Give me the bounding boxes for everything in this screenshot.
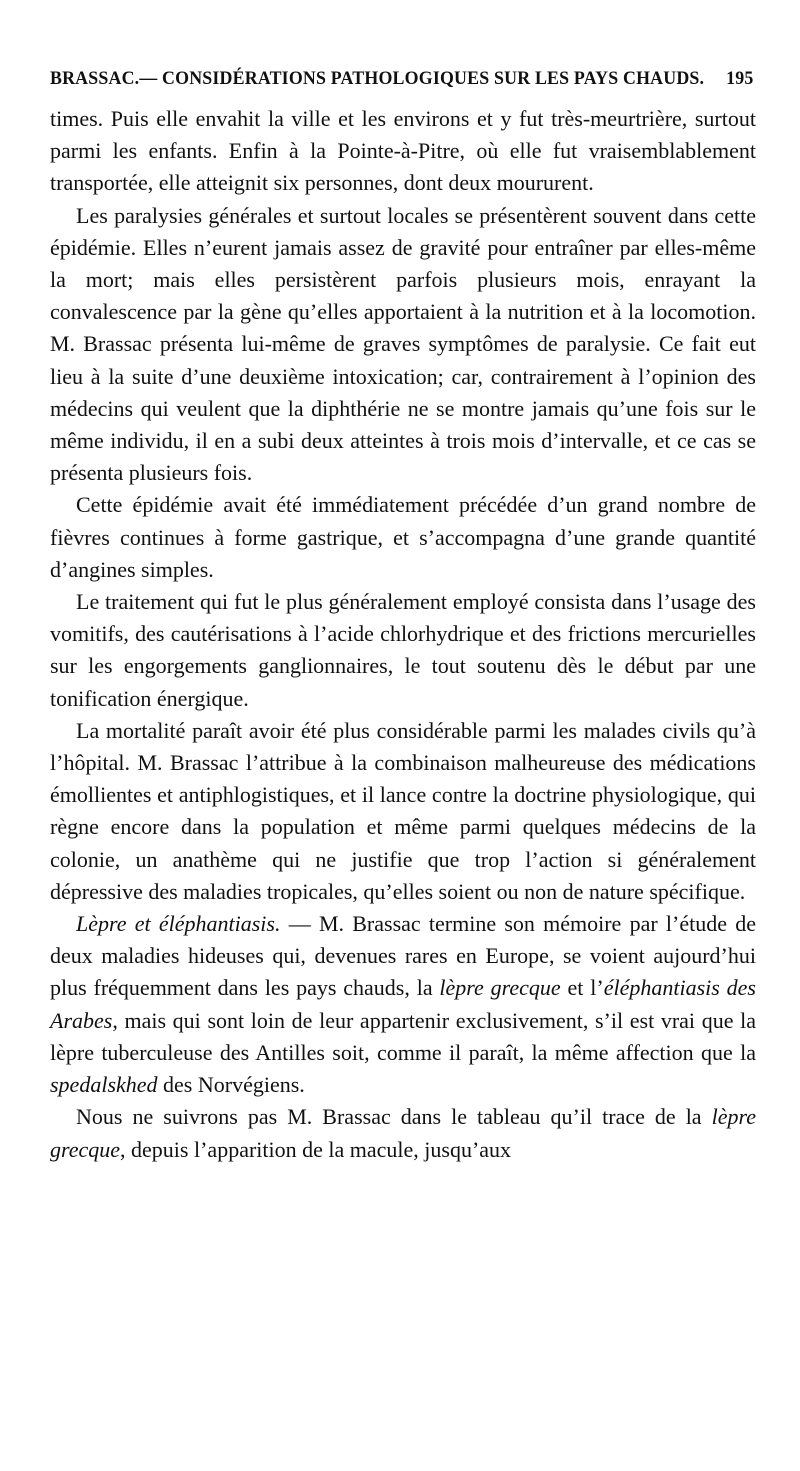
paragraph-epidemie bbox=[50, 489, 756, 586]
paragraph-traitement bbox=[50, 586, 756, 715]
paragraph-text: Le traitement qui fut le plus généralement employé consista dans l’usage des vomitifs, des cautérisations à l’acide chlorhydrique et des frictions mercurielles sur les engorgements ganglionnaires, le tout soutenu dès le début par une tonification énergique. bbox=[50, 589, 756, 711]
paragraph-text: Les paralysies générales et surtout locales se présentèrent souvent dans cette épidémie. Elles n’eurent jamais assez de gravité pour entraîner par elles-même la mort; mais elles persistèrent parfois plusieurs mois, enrayant la convalescence par la gène qu’elles apportaient à la nutrition et à la locomotion. M. Brassac présenta lui-même de graves symptômes de paralysie. Ce fait eut lieu à la suite d’une deuxième intoxication; car, contrairement à l’opinion des médecins qui veulent que la diphthérie ne se montre jamais qu’une fois sur le même individu, il en a subi deux atteintes à trois mois d’intervalle, et ce cas se présenta plusieurs fois. bbox=[50, 202, 756, 486]
paragraph-text: La mortalité paraît avoir été plus considérable parmi les malades civils qu’à l’hôpital. M. Brassac l’attribue à la combinaison malheureuse des médications émollientes et antiphlogistiques, et il lance contre la doctrine physiologique, qui règne encore dans la population et même parmi quelques médecins de la colonie, un anathème qui ne justifie que trop l’action si généralement dépressive des maladies tropicales, qu’elles soient ou non de nature spécifique. bbox=[50, 717, 756, 904]
italic-term: spedalskhed bbox=[50, 1072, 158, 1098]
paragraph-text: et l’ bbox=[560, 975, 604, 1001]
body-text bbox=[50, 103, 756, 1166]
italic-term: lèpre grecque bbox=[439, 975, 561, 1001]
page bbox=[50, 68, 756, 1166]
paragraph-text: , mais qui sont loin de leur appartenir exclusivement, s’il est vrai que la lèpre tuberculeuse des Antilles soit, comme il paraît, la même affection que la bbox=[50, 1007, 756, 1065]
paragraph-paralysies bbox=[50, 200, 756, 490]
paragraph-text: , depuis l’apparition de la macule, jusqu’aux bbox=[120, 1136, 512, 1162]
section-lead-italic: Lèpre et éléphantiasis. bbox=[76, 911, 281, 937]
paragraph-nous-ne-suivrons bbox=[50, 1101, 756, 1165]
paragraph-text: des Norvégiens. bbox=[157, 1072, 305, 1098]
paragraph-text: — M. Brassac termine son mémoire par l’étude de deux maladies hideuses qui, devenues rares en Europe, se voient aujourd’hui plus fréquemment dans les pays chauds, la bbox=[50, 911, 756, 1001]
running-title: BRASSAC.— CONSIDÉRATIONS PATHOLOGIQUES SUR LES PAYS CHAUDS. bbox=[50, 68, 705, 89]
paragraph-text: Nous ne suivrons pas M. Brassac dans le tableau qu’il trace de la bbox=[76, 1104, 712, 1130]
paragraph-text: Cette épidémie avait été immédiatement précédée d’un grand nombre de fièvres continues à forme gastrique, et s’accompagna d’une grande quantité d’angines simples. bbox=[50, 492, 756, 582]
running-header bbox=[50, 68, 753, 90]
paragraph-continuation bbox=[50, 103, 756, 200]
paragraph-text: times. Puis elle envahit la ville et les environs et y fut très-meurtrière, surtout parmi les enfants. Enfin à la Pointe-à-Pitre, où elle fut vraisemblablement transportée, elle atteignit six personnes, dont deux moururent. bbox=[50, 106, 756, 196]
italic-term: lèpre grecque bbox=[50, 1104, 756, 1162]
paragraph-lepre bbox=[50, 908, 756, 1101]
page-number: 195 bbox=[726, 68, 754, 89]
italic-term: éléphantiasis des Arabes bbox=[50, 975, 756, 1033]
paragraph-mortalite bbox=[50, 715, 756, 908]
